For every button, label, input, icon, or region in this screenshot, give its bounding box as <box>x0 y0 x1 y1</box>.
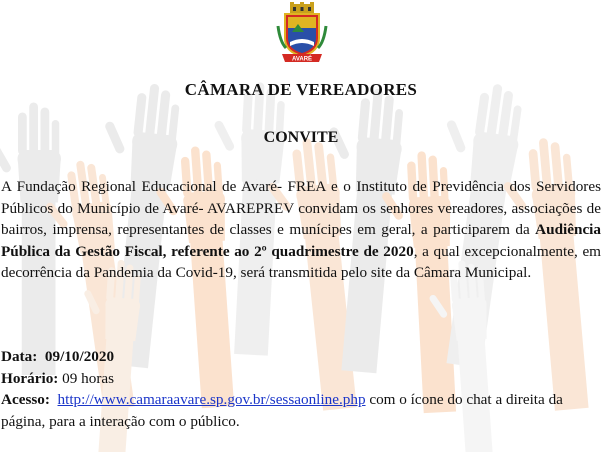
access-instructions: com o ícone do chat a direita da página, para a interação com o público. <box>1 391 563 430</box>
time-value: 09 horas <box>62 369 115 387</box>
session-online-link[interactable]: http://www.camaraavare.sp.gov.br/sessaonline.php <box>57 391 366 408</box>
access-row <box>1 389 601 432</box>
paragraph-text-end: , a qual excepcionalmente, em decorrência da Pandemia da Covid-19, será transmitida pelo site da Câmara Municipal. <box>1 242 601 281</box>
crest-ribbon-text: AVARÉ <box>291 56 313 63</box>
access-label: Acesso: <box>1 391 50 408</box>
paragraph-text-highlight: Audiência Pública da Gestão Fiscal, referente ao 2º quadrimestre de 2020 <box>1 221 601 260</box>
page-title: CÂMARA DE VEREADORES <box>184 80 418 99</box>
date-value: 09/10/2020 <box>44 348 115 365</box>
event-details <box>1 346 601 432</box>
date-row <box>1 346 601 368</box>
paragraph-text-start: A Fundação Regional Educacional de Avaré- FREA e o Instituto de Previdência dos Servidores Públicos do Município de Avaré- AVAREPREV convidam os senhores vereadores, associações de bairros, imprensa, representantes de classes e munícipes em geral, a participarem da <box>1 178 601 238</box>
date-label: Data: <box>1 348 38 365</box>
time-label: Horário: <box>1 369 59 387</box>
time-row <box>1 368 601 390</box>
coat-of-arms-logo <box>276 2 328 64</box>
invitation-heading: CONVITE <box>263 129 339 146</box>
invitation-paragraph <box>1 176 601 284</box>
